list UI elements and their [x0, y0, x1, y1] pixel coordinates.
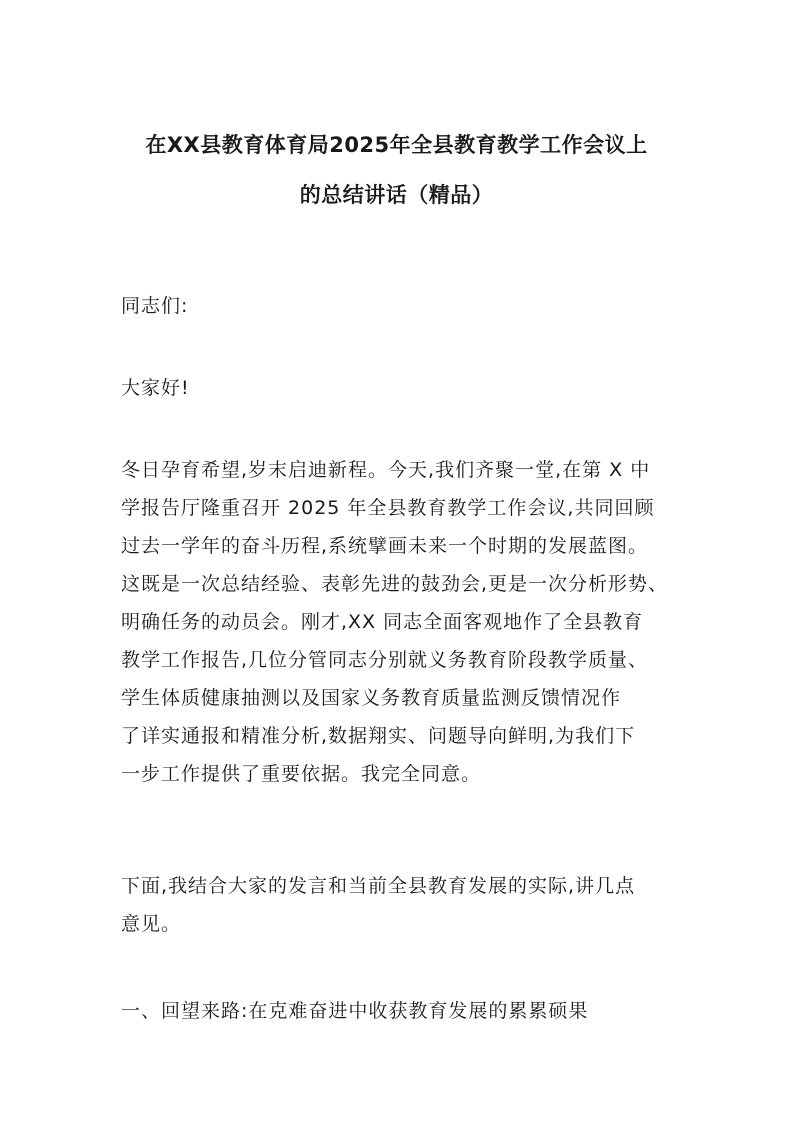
- salutation: [121, 369, 681, 407]
- title-line-2: 的总结讲话（精品）: [299, 183, 494, 207]
- greeting-text: 同志们:: [121, 295, 189, 317]
- salutation-text: 大家好!: [121, 377, 190, 399]
- paragraph-line: 教学工作报告,几位分管同志分别就义务教育阶段教学质量、: [121, 649, 649, 671]
- paragraph-opening: [121, 451, 681, 793]
- section-heading-text: 一、回望来路:在克难奋进中收获教育发展的累累硕果: [121, 1000, 589, 1022]
- paragraph-line: 意见。: [121, 913, 182, 935]
- paragraph-line: 一步工作提供了重要依据。我完全同意。: [121, 763, 482, 785]
- paragraph-line: 下面,我结合大家的发言和当前全县教育发展的实际,讲几点: [121, 875, 636, 897]
- paragraph-line: 这既是一次总结经验、表彰先进的鼓劲会,更是一次分析形势、: [121, 573, 669, 595]
- paragraph-line: 明确任务的动员会。刚才,XX 同志全面客观地作了全县教育: [121, 611, 644, 633]
- paragraph-transition: [121, 867, 681, 943]
- greeting: [121, 287, 681, 325]
- paragraph-line: 学报告厅隆重召开 2025 年全县教育教学工作会议,共同回顾: [121, 497, 655, 519]
- document-title: [100, 120, 693, 220]
- section-1-heading: [121, 992, 681, 1030]
- paragraph-line: 了详实通报和精准分析,数据翔实、问题导向鲜明,为我们下: [121, 725, 636, 747]
- paragraph-line: 学生体质健康抽测以及国家义务教育质量监测反馈情况作: [121, 687, 622, 709]
- paragraph-line: 过去一学年的奋斗历程,系统擘画未来一个时期的发展蓝图。: [121, 535, 649, 557]
- paragraph-line: 冬日孕育希望,岁末启迪新程。今天,我们齐聚一堂,在第 X 中: [121, 459, 651, 481]
- title-line-1: 在XX县教育体育局2025年全县教育教学工作会议上: [145, 133, 648, 157]
